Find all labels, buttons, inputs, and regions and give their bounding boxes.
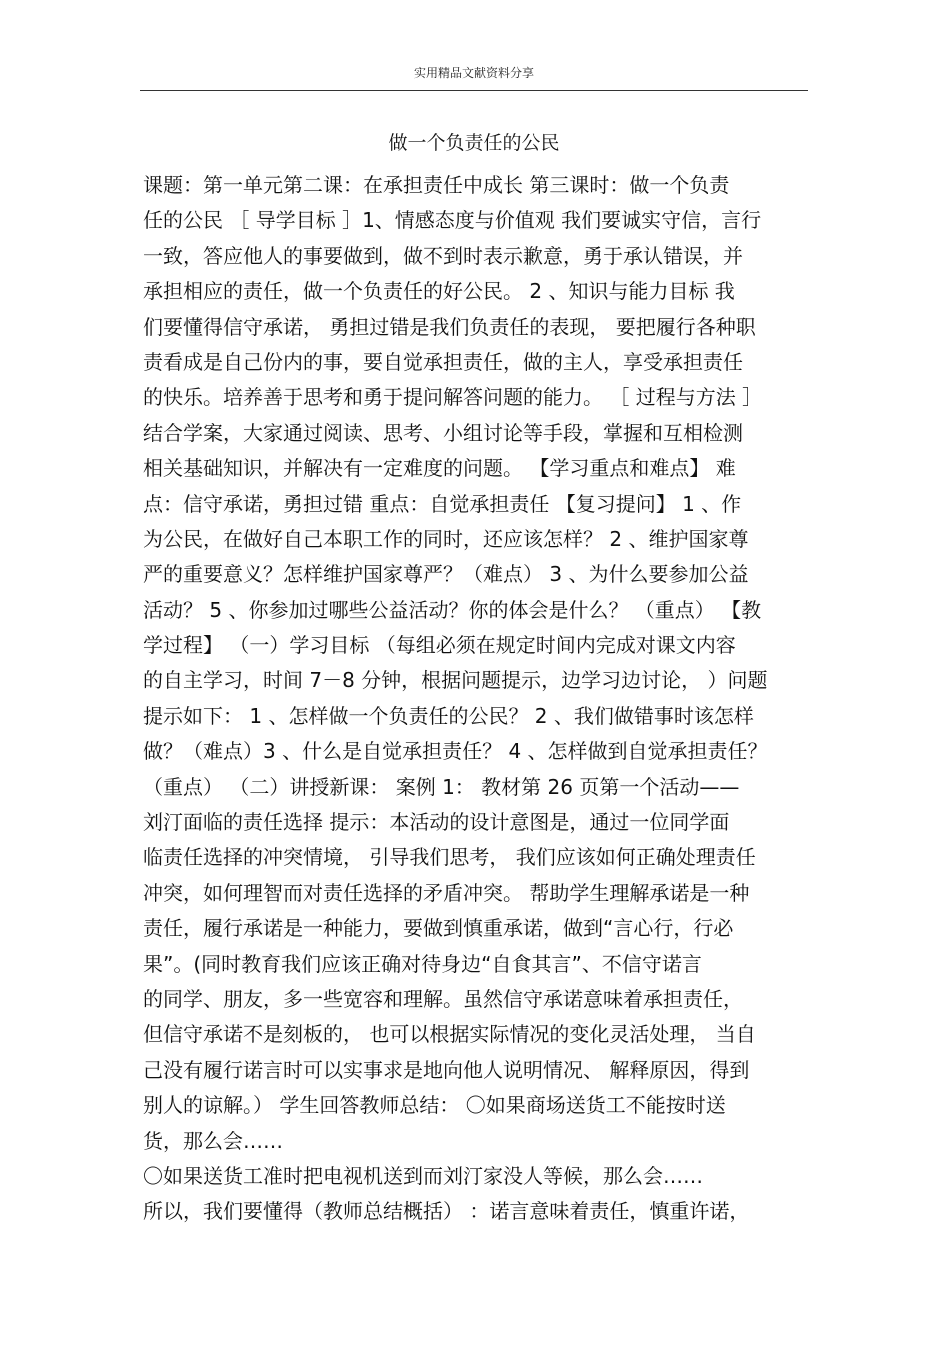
body-line: 为公民，在做好自己本职工作的同时，还应该怎样？ 2 、维护国家尊 xyxy=(143,526,749,551)
body-line: 提示如下： 1 、怎样做一个负责任的公民？ 2 、我们做错事时该怎样 xyxy=(143,703,754,728)
body-line: 〇如果送货工准时把电视机送到而刘汀家没人等候，那么会…… xyxy=(143,1163,703,1188)
body-line: 任的公民 ［ 导学目标 ］1、情感态度与价值观 我们要诚实守信，言行 xyxy=(143,208,762,233)
body-line: 己没有履行诺言时可以实事求是地向他人说明情况、 解释原因，得到 xyxy=(143,1057,750,1082)
body-line: 课题：第一单元第二课：在承担责任中成长 第三课时：做一个负责 xyxy=(143,173,730,197)
body-line: 点：信守承诺，勇担过错 重点：自觉承担责任 【复习提问】 1 、作 xyxy=(143,491,742,516)
body-line: 责任，履行承诺是一种能力，要做到慎重承诺，做到“言心行，行必 xyxy=(143,916,734,941)
body-line: 果”。(同时教育我们应该正确对待身边“自食其言”、不信守诺言 xyxy=(143,951,702,976)
body-line: 学过程】 （一）学习目标 （每组必须在规定时间内完成对课文内容 xyxy=(143,633,736,658)
document-body xyxy=(143,168,813,1230)
header-divider xyxy=(140,90,808,91)
body-line: 严的重要意义？怎样维护国家尊严？（难点） 3 、为什么要参加公益 xyxy=(143,562,749,587)
body-line: 的快乐。培养善于思考和勇于提问解答问题的能力。 ［ 过程与方法 ］ xyxy=(143,385,763,410)
body-line: 别人的谅解。） 学生回答教师总结： 〇如果商场送货工不能按时送 xyxy=(143,1093,726,1118)
body-line: 刘汀面临的责任选择 提示：本活动的设计意图是，通过一位同学面 xyxy=(143,810,730,835)
body-line: 货，那么会…… xyxy=(143,1128,283,1153)
body-line: 活动？ 5 、你参加过哪些公益活动？你的体会是什么？ （重点） 【教 xyxy=(143,597,762,622)
body-line: 的同学、朋友，多一些宽容和理解。虽然信守承诺意味着承担责任， xyxy=(143,986,743,1011)
page-header: 实用精品文献资料分享 xyxy=(413,66,534,80)
body-line: 的自主学习，时间 7－8 分钟，根据问题提示，边学习边讨论， ）问题 xyxy=(143,668,768,693)
body-line: （重点） （二）讲授新课： 案例 1： 教材第 26 页第一个活动—— xyxy=(143,774,740,799)
body-line: 承担相应的责任，做一个负责任的好公民。 2 、知识与能力目标 我 xyxy=(143,279,735,304)
body-line: 一致，答应他人的事要做到，做不到时表示歉意，勇于承认错误，并 xyxy=(143,243,743,268)
body-line: 们要懂得信守承诺， 勇担过错是我们负责任的表现， 要把履行各种职 xyxy=(143,314,756,339)
document-title: 做一个负责任的公民 xyxy=(388,132,560,154)
body-line: 临责任选择的冲突情境， 引导我们思考， 我们应该如何正确处理责任 xyxy=(143,845,756,870)
body-line: 但信守承诺不是刻板的， 也可以根据实际情况的变化灵活处理， 当自 xyxy=(143,1022,756,1047)
body-line: 所以，我们要懂得（教师总结概括） ：诺言意味着责任，慎重许诺， xyxy=(143,1199,750,1224)
body-line: 相关基础知识，并解决有一定难度的问题。 【学习重点和难点】 难 xyxy=(143,456,736,481)
body-line: 做？（难点）3 、什么是自觉承担责任？ 4 、怎样做到自觉承担责任？ xyxy=(143,739,768,764)
body-line: 冲突，如何理智而对责任选择的矛盾冲突。 帮助学生理解承诺是一种 xyxy=(143,880,750,905)
body-line: 责看成是自己份内的事，要自觉承担责任，做的主人，享受承担责任 xyxy=(143,349,743,374)
body-line: 结合学案，大家通过阅读、思考、小组讨论等手段，掌握和互相检测 xyxy=(143,420,743,445)
